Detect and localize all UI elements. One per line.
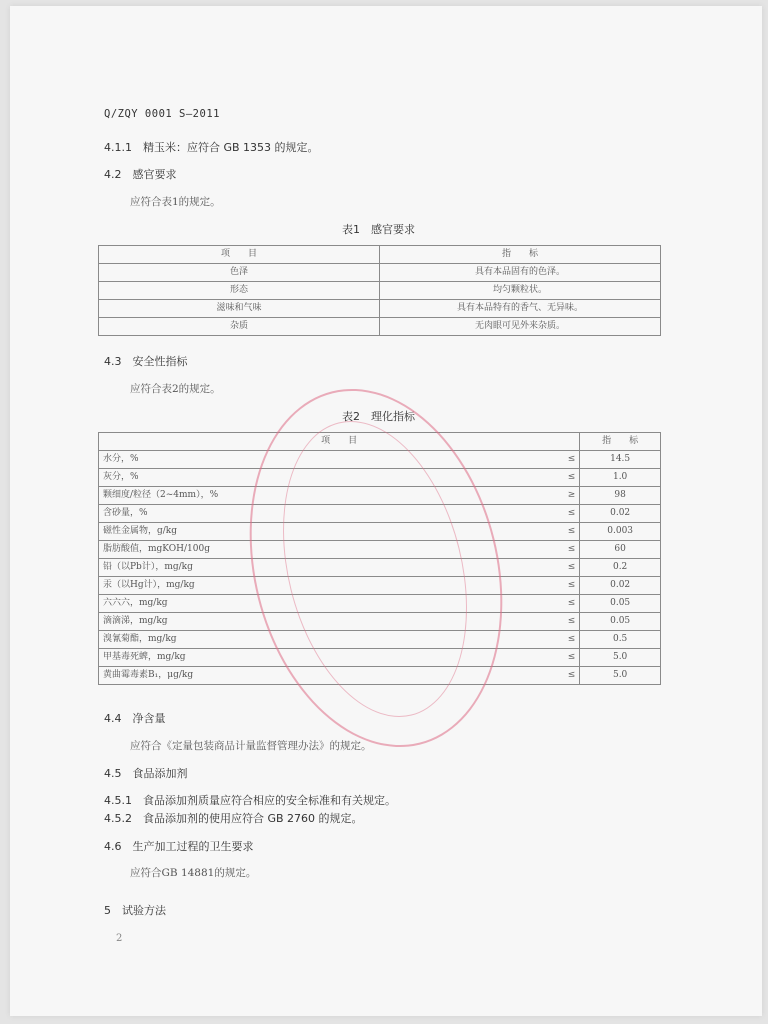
section-5-heading: 5 试验方法 [104,904,166,917]
table-cell: ≥ [551,487,580,505]
table-cell: 杂质 [99,318,380,336]
table-row [99,541,661,559]
table-row [99,469,661,487]
table-row [99,523,661,541]
clause-4-5-2: 4.5.2 食品添加剂的使用应符合 GB 2760 的规定。 [104,812,363,825]
table-cell: 甲基毒死蜱，mg/kg [99,649,552,667]
table-header-cell: 指 标 [580,433,661,451]
clause-4-3-heading: 4.3 安全性指标 [104,355,188,368]
table-cell: 溴氰菊酯，mg/kg [99,631,552,649]
table-cell: 14.5 [580,451,661,469]
table-cell: 具有本品固有的色泽。 [380,264,661,282]
table-cell: ≤ [551,631,580,649]
table-cell: 含砂量，% [99,505,552,523]
clause-4-6-text: 应符合GB 14881的规定。 [130,867,257,879]
clause-4-2-heading: 4.2 感官要求 [104,168,177,181]
clause-4-6-heading: 4.6 生产加工过程的卫生要求 [104,840,254,853]
table-cell: 均匀颗粒状。 [380,282,661,300]
table-row [99,631,661,649]
standard-code: Q/ZQY 0001 S—2011 [104,108,220,120]
table-cell: 0.05 [580,613,661,631]
table-row [99,282,661,300]
table-row [99,300,661,318]
table-cell: 0.02 [580,505,661,523]
table-header-cell: 项 目 [99,433,580,451]
table-cell: 0.05 [580,595,661,613]
clause-4-4-text: 应符合《定量包装商品计量监督管理办法》的规定。 [130,740,372,752]
table-cell: ≤ [551,577,580,595]
table-cell: 滋味和气味 [99,300,380,318]
table-row [99,649,661,667]
table-row [99,667,661,685]
table-row [99,487,661,505]
table-cell: 滴滴涕，mg/kg [99,613,552,631]
table-cell: 0.2 [580,559,661,577]
table-cell: 5.0 [580,649,661,667]
table-cell: ≤ [551,613,580,631]
table-header-cell: 指 标 [380,246,661,264]
table-header-row [99,246,661,264]
table-cell: ≤ [551,505,580,523]
table-row [99,595,661,613]
table-cell: 0.003 [580,523,661,541]
clause-4-2-text: 应符合表1的规定。 [130,196,221,208]
clause-4-3-text: 应符合表2的规定。 [130,383,221,395]
table-cell: 脂肪酸值，mgKOH/100g [99,541,552,559]
table-cell: 60 [580,541,661,559]
table-row [99,559,661,577]
table-cell: 磁性金属物，g/kg [99,523,552,541]
table-cell: 5.0 [580,667,661,685]
clause-4-5-heading: 4.5 食品添加剂 [104,767,188,780]
table1-caption: 表1 感官要求 [342,223,415,236]
table-cell: ≤ [551,451,580,469]
table-cell: 98 [580,487,661,505]
table-cell: 1.0 [580,469,661,487]
table-header-cell: 项 目 [99,246,380,264]
clause-4-5-1: 4.5.1 食品添加剂质量应符合相应的安全标准和有关规定。 [104,794,396,807]
table-cell: 汞（以Hg计），mg/kg [99,577,552,595]
table-row [99,264,661,282]
table-row [99,505,661,523]
table-cell: 水分，% [99,451,552,469]
table-cell: 具有本品特有的香气、无异味。 [380,300,661,318]
table-cell: 黄曲霉毒素B₁，μg/kg [99,667,552,685]
table-cell: 铅（以Pb计），mg/kg [99,559,552,577]
table-cell: 形态 [99,282,380,300]
table-cell: 无肉眼可见外来杂质。 [380,318,661,336]
table-cell: ≤ [551,649,580,667]
table-row [99,318,661,336]
page-number: 2 [116,933,123,944]
table-cell: ≤ [551,667,580,685]
table-header-row [99,433,661,451]
table2-physicochemical [98,432,661,685]
table-cell: ≤ [551,541,580,559]
table-cell: ≤ [551,523,580,541]
table-cell: 颗细度/粒径（2~4mm），% [99,487,552,505]
clause-4-4-heading: 4.4 净含量 [104,712,166,725]
table-cell: 灰分，% [99,469,552,487]
table-cell: ≤ [551,469,580,487]
clause-4-1-1: 4.1.1 精玉米：应符合 GB 1353 的规定。 [104,141,319,154]
table-row [99,451,661,469]
table-cell: 0.02 [580,577,661,595]
table2-caption: 表2 理化指标 [342,410,415,423]
table-cell: ≤ [551,559,580,577]
table-cell: 色泽 [99,264,380,282]
table-cell: ≤ [551,595,580,613]
table-row [99,613,661,631]
table-cell: 六六六，mg/kg [99,595,552,613]
table1-sensory [98,245,661,336]
table-row [99,577,661,595]
table-cell: 0.5 [580,631,661,649]
